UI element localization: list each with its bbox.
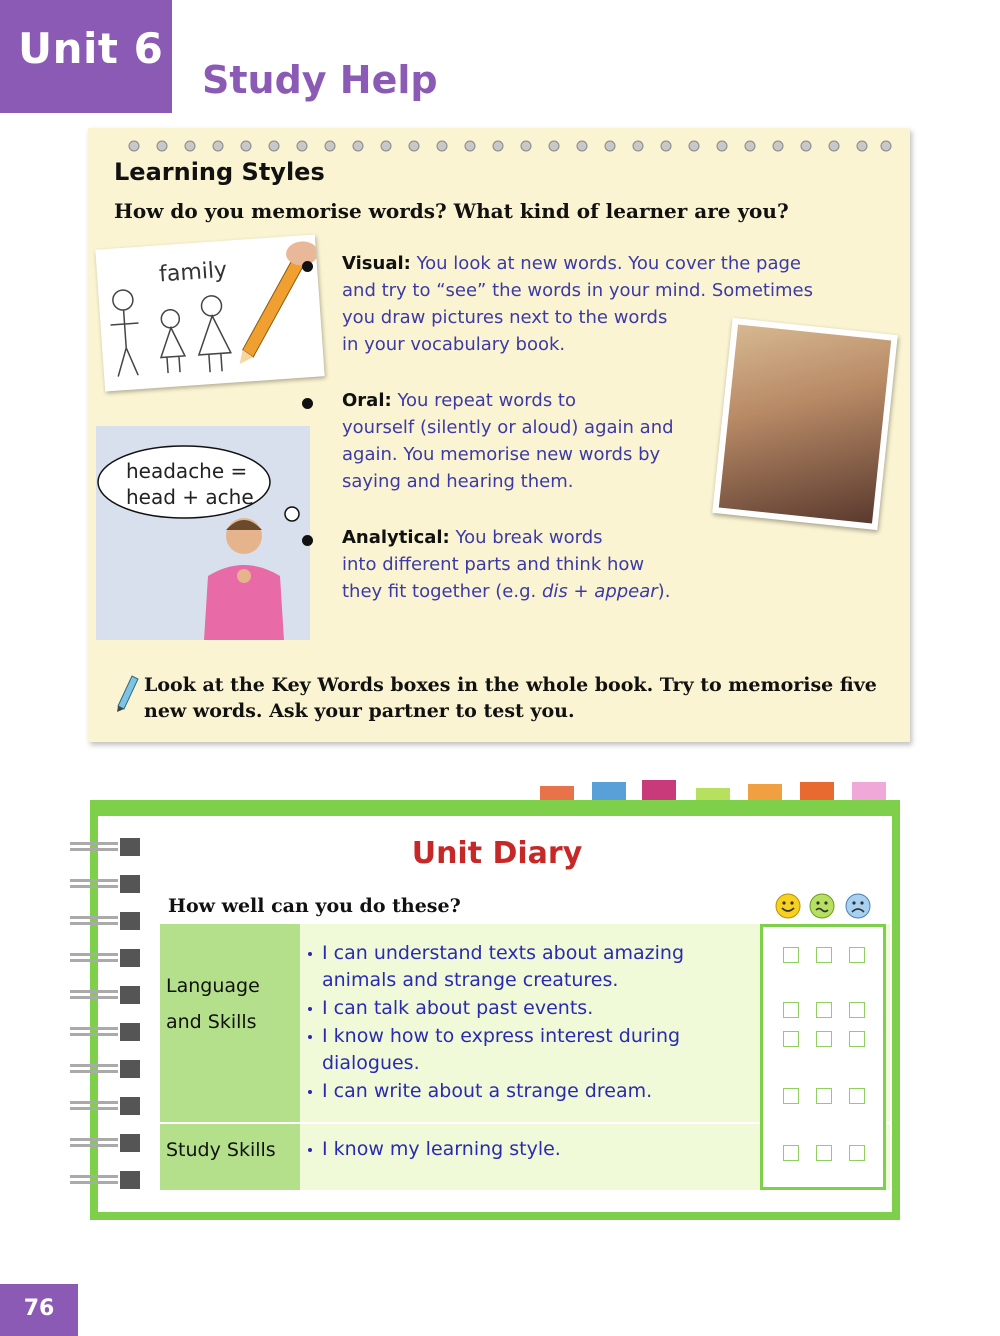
visual-term: Visual: [342,253,411,274]
oral-line3: again. You memorise new words by [342,444,661,465]
page-number-tab [0,1284,78,1336]
learning-styles-question: How do you memorise words? What kind of learner are you? [114,199,789,223]
checkbox[interactable] [816,947,832,963]
task-line1: Look at the Key Words boxes in the whole book. Try to memorise five [144,674,877,696]
analytical-style [342,524,722,605]
page-title: Study Help [202,58,438,102]
thought-line2: head + ache [126,485,254,509]
learning-styles-title: Learning Styles [114,158,325,186]
smiley-face-icon [774,892,802,920]
oral-line1: You repeat words to [397,390,576,411]
diary-item: I know my learning style. [308,1136,758,1163]
analytical-line3-post: ). [657,581,671,602]
checkbox[interactable] [849,1145,865,1161]
learning-styles-notepad [88,128,910,742]
thinking-boy-image [96,426,310,640]
checkbox[interactable] [849,947,865,963]
checkbox[interactable] [783,1002,799,1018]
checkbox[interactable] [849,1088,865,1104]
checkbox[interactable] [783,947,799,963]
unit-label: Unit 6 [18,24,164,73]
task-instruction [144,672,904,724]
self-assessment-column [760,924,886,1190]
diary-title: Unit Diary [411,836,583,871]
analytical-example: dis + appear [541,581,658,602]
bullet-icon [302,261,313,272]
checkbox[interactable] [849,1002,865,1018]
diary-item: I can understand texts about amazing animals and strange creatures. [308,940,758,994]
diary-item: I can write about a strange dream. [308,1078,758,1105]
diary-item: I know how to express interest during dialogues. [308,1023,758,1077]
analytical-term: Analytical: [342,527,450,548]
visual-line3: you draw pictures next to the words [342,307,668,328]
checkbox[interactable] [783,1031,799,1047]
sad-face-icon [844,892,872,920]
diary-item: I can talk about past events. [308,995,758,1022]
task-line2: new words. Ask your partner to test you. [144,700,575,722]
checkbox[interactable] [849,1031,865,1047]
oral-style [342,387,722,495]
unit-tab [0,0,172,113]
diary-question: How well can you do these? [168,895,461,917]
row-label-study-skills: Study Skills [166,1139,276,1161]
oral-line4: saying and hearing them. [342,471,574,492]
checkbox[interactable] [816,1088,832,1104]
family-sketch-image [95,234,324,391]
visual-line2: and try to “see” the words in your mind. Sometimes [342,280,813,301]
checkbox[interactable] [783,1088,799,1104]
diary-table [160,924,890,1190]
page-number: 76 [23,1296,55,1321]
visual-line1: You look at new words. You cover the page [416,253,802,274]
pencil-icon [114,672,140,712]
checkbox[interactable] [816,1031,832,1047]
bullet-icon [302,398,313,409]
visual-style [342,250,882,358]
row-label-language-skills: Language and Skills [166,975,260,1033]
thought-line1: headache = [126,459,248,483]
visual-line4: in your vocabulary book. [342,334,566,355]
spiral-binding [70,836,144,1206]
oral-line2: yourself (silently or aloud) again and [342,417,674,438]
analytical-line2: into different parts and think how [342,554,645,575]
checkbox[interactable] [816,1002,832,1018]
analytical-line1: You break words [455,527,603,548]
bullet-icon [302,535,313,546]
family-word: family [158,257,228,288]
oral-term: Oral: [342,390,392,411]
checkbox[interactable] [816,1145,832,1161]
notepad-rings [114,134,894,156]
checkbox[interactable] [783,1145,799,1161]
analytical-line3-pre: they fit together (e.g. [342,581,542,602]
neutral-face-icon [808,892,836,920]
